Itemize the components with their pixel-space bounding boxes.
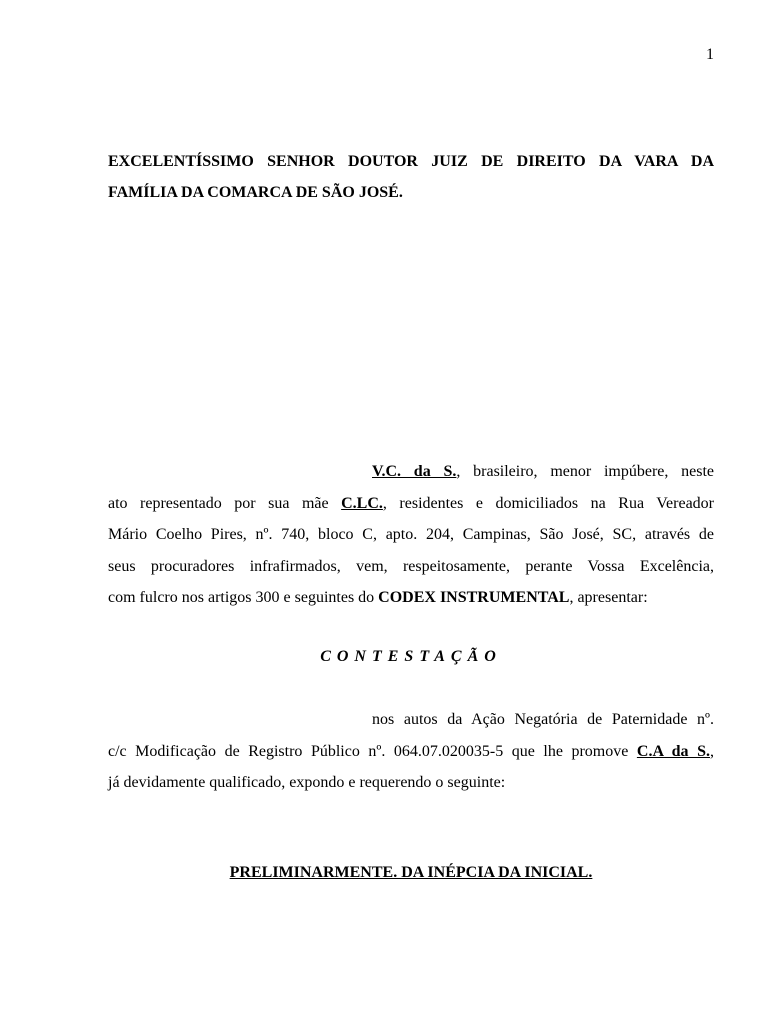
document-title: CONTESTAÇÃO <box>320 648 502 665</box>
section-title: PRELIMINARMENTE. DA INÉPCIA DA INICIAL. <box>229 864 593 881</box>
intro-paragraph <box>108 456 714 614</box>
autos-paragraph <box>108 704 714 799</box>
intro-line-5-pre: com fulcro nos artigos 300 e seguintes do <box>108 589 379 606</box>
autos-line-1: nos autos da Ação Negatória de Paternidade nº. <box>372 711 714 728</box>
mother-name: C.LC. <box>341 494 383 512</box>
intro-line-4: seus procuradores infrafirmados, vem, respeitosamente, perante Vossa Excelência, <box>108 557 714 575</box>
court-address-heading <box>108 146 714 208</box>
plaintiff-name: C.A da S. <box>636 742 710 760</box>
intro-line-5 <box>108 582 714 614</box>
page-number: 1 <box>706 46 714 63</box>
heading-line-2: FAMÍLIA DA COMARCA DE SÃO JOSÉ. <box>108 184 403 201</box>
intro-line-2-post: , residentes e domiciliados na Rua Vereador <box>382 494 715 512</box>
intro-line-2-pre: ato representado por sua mãe <box>108 494 342 512</box>
autos-line-2-post: , <box>710 742 714 760</box>
intro-line-3: Mário Coelho Pires, nº. 740, bloco C, apto. 204, Campinas, São José, SC, através de <box>108 526 714 543</box>
intro-line-1-rest: , brasileiro, menor impúbere, neste <box>456 463 715 480</box>
autos-line-3: já devidamente qualificado, expondo e requerendo o seguinte: <box>108 774 506 791</box>
intro-line-1 <box>108 456 714 488</box>
codex-instrumental: CODEX INSTRUMENTAL <box>378 589 570 606</box>
autos-line-2 <box>108 736 714 768</box>
heading-line-1: EXCELENTÍSSIMO SENHOR DOUTOR JUIZ DE DIREITO DA VARA DA <box>108 153 714 170</box>
autos-line-2-pre: c/c Modificação de Registro Público nº. 064.07.020035-5 que lhe promove <box>108 742 637 760</box>
intro-line-5-post: , apresentar: <box>569 589 648 606</box>
party-name: V.C. da S. <box>372 463 457 480</box>
intro-line-2 <box>108 488 714 520</box>
